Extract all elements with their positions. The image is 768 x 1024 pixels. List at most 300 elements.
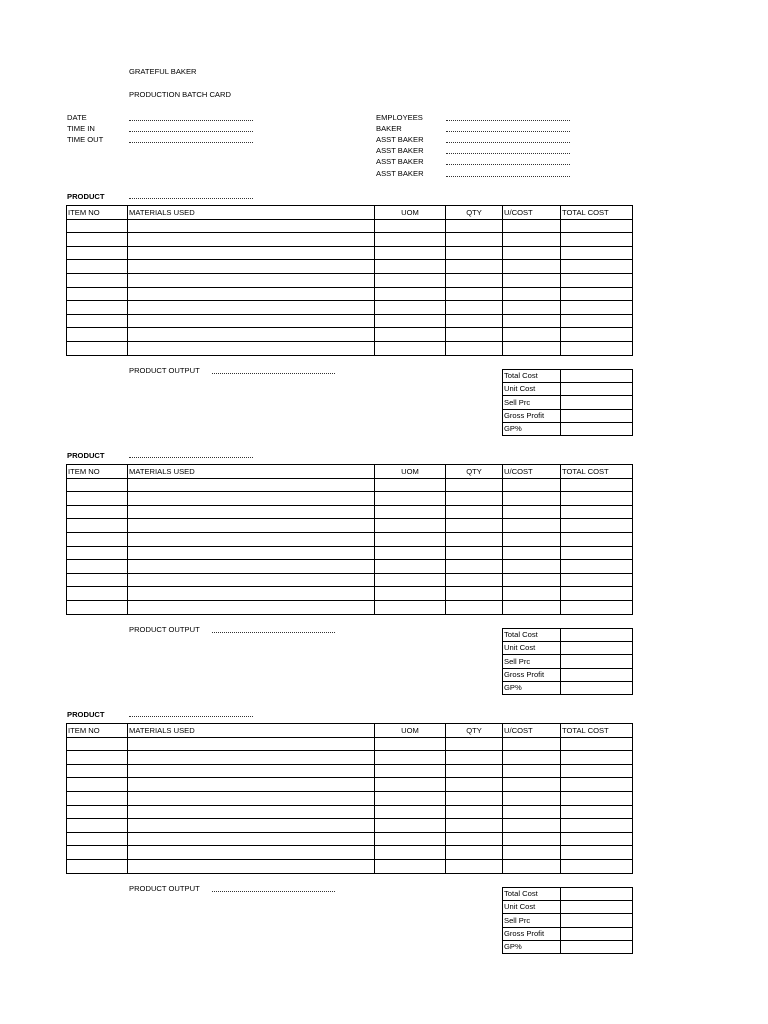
product-section-2	[0, 451, 768, 711]
cell-qty[interactable]	[446, 819, 503, 833]
summary-sell-price-value[interactable]	[561, 655, 633, 668]
column-header-uom: UOM	[375, 206, 446, 220]
cell-total-cost[interactable]	[561, 328, 633, 342]
cell-item-no[interactable]	[67, 573, 128, 587]
summary-total-cost-label: Total Cost	[503, 370, 561, 383]
table-row	[67, 246, 633, 260]
summary-unit-cost-label: Unit Cost	[503, 901, 561, 914]
cell-unit-cost[interactable]	[503, 791, 561, 805]
summary-total-cost-row	[503, 629, 633, 642]
summary-gross-profit-value[interactable]	[561, 668, 633, 681]
cell-item-no[interactable]	[67, 859, 128, 873]
product-label: PRODUCT	[67, 710, 105, 719]
cell-unit-cost[interactable]	[503, 341, 561, 355]
cell-total-cost[interactable]	[561, 846, 633, 860]
asst-baker-label-2: ASST BAKER	[376, 146, 424, 155]
cell-qty[interactable]	[446, 246, 503, 260]
cell-qty[interactable]	[446, 519, 503, 533]
cell-total-cost[interactable]	[561, 341, 633, 355]
cell-materials[interactable]	[128, 764, 375, 778]
cell-unit-cost[interactable]	[503, 505, 561, 519]
cell-materials[interactable]	[128, 492, 375, 506]
cell-qty[interactable]	[446, 805, 503, 819]
column-header-materials: MATERIALS USED	[128, 724, 375, 738]
cell-uom[interactable]	[375, 314, 446, 328]
table-row	[67, 600, 633, 614]
summary-unit-cost-row	[503, 383, 633, 396]
summary-unit-cost-value[interactable]	[561, 642, 633, 655]
cell-item-no[interactable]	[67, 301, 128, 315]
cell-materials[interactable]	[128, 846, 375, 860]
table-row	[67, 492, 633, 506]
summary-unit-cost-label: Unit Cost	[503, 642, 561, 655]
cell-item-no[interactable]	[67, 546, 128, 560]
summary-unit-cost-label: Unit Cost	[503, 383, 561, 396]
asst-baker-label-1: ASST BAKER	[376, 135, 424, 144]
cell-qty[interactable]	[446, 778, 503, 792]
cell-uom[interactable]	[375, 492, 446, 506]
time-in-label: TIME IN	[67, 124, 95, 133]
cell-materials[interactable]	[128, 246, 375, 260]
cell-item-no[interactable]	[67, 846, 128, 860]
cell-unit-cost[interactable]	[503, 587, 561, 601]
cell-qty[interactable]	[446, 560, 503, 574]
cell-materials[interactable]	[128, 219, 375, 233]
cell-item-no[interactable]	[67, 587, 128, 601]
table-row	[67, 519, 633, 533]
summary-gp-percent-row	[503, 940, 633, 953]
cell-qty[interactable]	[446, 505, 503, 519]
asst-baker-field-4[interactable]	[446, 176, 570, 177]
cell-item-no[interactable]	[67, 246, 128, 260]
cell-unit-cost[interactable]	[503, 778, 561, 792]
cell-item-no[interactable]	[67, 532, 128, 546]
cell-materials[interactable]	[128, 341, 375, 355]
product-name-field[interactable]	[129, 198, 253, 199]
cell-qty[interactable]	[446, 573, 503, 587]
cell-unit-cost[interactable]	[503, 573, 561, 587]
cell-materials[interactable]	[128, 859, 375, 873]
cell-item-no[interactable]	[67, 233, 128, 247]
cost-summary-table	[502, 369, 633, 436]
cell-materials[interactable]	[128, 519, 375, 533]
cell-materials[interactable]	[128, 573, 375, 587]
table-row	[67, 587, 633, 601]
cell-total-cost[interactable]	[561, 600, 633, 614]
column-header-total-cost: TOTAL COST	[561, 724, 633, 738]
summary-gp-percent-row	[503, 422, 633, 435]
asst-baker-field-2[interactable]	[446, 153, 570, 154]
cell-materials[interactable]	[128, 478, 375, 492]
cell-uom[interactable]	[375, 560, 446, 574]
table-row	[67, 764, 633, 778]
materials-table	[66, 723, 633, 874]
summary-gross-profit-label: Gross Profit	[503, 668, 561, 681]
table-row	[67, 273, 633, 287]
cell-unit-cost[interactable]	[503, 314, 561, 328]
cell-total-cost[interactable]	[561, 301, 633, 315]
cell-materials[interactable]	[128, 587, 375, 601]
cell-uom[interactable]	[375, 532, 446, 546]
cell-uom[interactable]	[375, 859, 446, 873]
cell-item-no[interactable]	[67, 832, 128, 846]
column-header-unit-cost: U/COST	[503, 206, 561, 220]
product-name-field[interactable]	[129, 457, 253, 458]
cell-item-no[interactable]	[67, 505, 128, 519]
column-header-unit-cost: U/COST	[503, 724, 561, 738]
cell-total-cost[interactable]	[561, 560, 633, 574]
cell-item-no[interactable]	[67, 519, 128, 533]
cell-total-cost[interactable]	[561, 287, 633, 301]
cell-item-no[interactable]	[67, 287, 128, 301]
table-row	[67, 233, 633, 247]
cell-total-cost[interactable]	[561, 805, 633, 819]
product-output-field[interactable]	[212, 373, 335, 374]
table-row	[67, 301, 633, 315]
cost-summary-table	[502, 887, 633, 954]
table-row	[67, 505, 633, 519]
table-row	[67, 805, 633, 819]
summary-sell-price-value[interactable]	[561, 914, 633, 927]
cell-qty[interactable]	[446, 492, 503, 506]
cell-total-cost[interactable]	[561, 505, 633, 519]
cell-materials[interactable]	[128, 832, 375, 846]
cell-item-no[interactable]	[67, 600, 128, 614]
cell-unit-cost[interactable]	[503, 287, 561, 301]
cell-unit-cost[interactable]	[503, 546, 561, 560]
cell-unit-cost[interactable]	[503, 764, 561, 778]
cell-uom[interactable]	[375, 287, 446, 301]
summary-unit-cost-row	[503, 901, 633, 914]
table-row	[67, 859, 633, 873]
cell-unit-cost[interactable]	[503, 478, 561, 492]
product-section-1	[0, 192, 768, 452]
summary-sell-price-label: Sell Prc	[503, 396, 561, 409]
cell-unit-cost[interactable]	[503, 751, 561, 765]
asst-baker-field-1[interactable]	[446, 142, 570, 143]
baker-field[interactable]	[446, 131, 570, 132]
column-header-total-cost: TOTAL COST	[561, 465, 633, 479]
table-row	[67, 791, 633, 805]
cell-qty[interactable]	[446, 341, 503, 355]
summary-total-cost-value[interactable]	[561, 629, 633, 642]
cell-qty[interactable]	[446, 751, 503, 765]
cell-uom[interactable]	[375, 778, 446, 792]
cell-uom[interactable]	[375, 273, 446, 287]
product-name-field[interactable]	[129, 716, 253, 717]
cell-materials[interactable]	[128, 505, 375, 519]
cell-qty[interactable]	[446, 859, 503, 873]
product-output-field[interactable]	[212, 891, 335, 892]
table-row	[67, 846, 633, 860]
column-header-unit-cost: U/COST	[503, 465, 561, 479]
summary-sell-price-label: Sell Prc	[503, 914, 561, 927]
table-row	[67, 532, 633, 546]
summary-unit-cost-row	[503, 642, 633, 655]
cell-unit-cost[interactable]	[503, 560, 561, 574]
cell-materials[interactable]	[128, 287, 375, 301]
cell-item-no[interactable]	[67, 819, 128, 833]
cell-item-no[interactable]	[67, 560, 128, 574]
cell-unit-cost[interactable]	[503, 846, 561, 860]
summary-sell-price-row	[503, 655, 633, 668]
cell-qty[interactable]	[446, 478, 503, 492]
summary-gp-percent-label: GP%	[503, 422, 561, 435]
cell-materials[interactable]	[128, 737, 375, 751]
cell-item-no[interactable]	[67, 805, 128, 819]
cell-uom[interactable]	[375, 301, 446, 315]
cell-qty[interactable]	[446, 791, 503, 805]
cell-qty[interactable]	[446, 600, 503, 614]
cell-materials[interactable]	[128, 260, 375, 274]
column-header-uom: UOM	[375, 724, 446, 738]
cell-materials[interactable]	[128, 546, 375, 560]
cell-total-cost[interactable]	[561, 532, 633, 546]
cell-total-cost[interactable]	[561, 546, 633, 560]
summary-gross-profit-value[interactable]	[561, 409, 633, 422]
cell-materials[interactable]	[128, 791, 375, 805]
summary-gp-percent-value[interactable]	[561, 681, 633, 694]
date-field[interactable]	[129, 120, 253, 121]
company-name: GRATEFUL BAKER	[129, 67, 197, 76]
cell-uom[interactable]	[375, 846, 446, 860]
product-label: PRODUCT	[67, 451, 105, 460]
cell-total-cost[interactable]	[561, 587, 633, 601]
column-header-item-no: ITEM NO	[67, 724, 128, 738]
summary-gp-percent-row	[503, 681, 633, 694]
cell-total-cost[interactable]	[561, 519, 633, 533]
cell-unit-cost[interactable]	[503, 219, 561, 233]
column-header-qty: QTY	[446, 465, 503, 479]
time-out-label: TIME OUT	[67, 135, 104, 144]
cell-total-cost[interactable]	[561, 478, 633, 492]
column-header-total-cost: TOTAL COST	[561, 206, 633, 220]
asst-baker-field-3[interactable]	[446, 164, 570, 165]
asst-baker-label-3: ASST BAKER	[376, 157, 424, 166]
cell-total-cost[interactable]	[561, 492, 633, 506]
summary-gross-profit-label: Gross Profit	[503, 409, 561, 422]
cell-item-no[interactable]	[67, 791, 128, 805]
cell-uom[interactable]	[375, 505, 446, 519]
cell-qty[interactable]	[446, 219, 503, 233]
cell-uom[interactable]	[375, 260, 446, 274]
cell-total-cost[interactable]	[561, 764, 633, 778]
product-output-label: PRODUCT OUTPUT	[129, 625, 200, 634]
cell-qty[interactable]	[446, 846, 503, 860]
cell-uom[interactable]	[375, 573, 446, 587]
cell-uom[interactable]	[375, 832, 446, 846]
cell-materials[interactable]	[128, 328, 375, 342]
cell-unit-cost[interactable]	[503, 859, 561, 873]
cell-item-no[interactable]	[67, 314, 128, 328]
cell-item-no[interactable]	[67, 219, 128, 233]
cell-qty[interactable]	[446, 273, 503, 287]
cell-qty[interactable]	[446, 764, 503, 778]
cell-materials[interactable]	[128, 532, 375, 546]
cell-uom[interactable]	[375, 341, 446, 355]
cell-total-cost[interactable]	[561, 233, 633, 247]
cell-materials[interactable]	[128, 778, 375, 792]
product-output-field[interactable]	[212, 632, 335, 633]
table-row	[67, 314, 633, 328]
cell-total-cost[interactable]	[561, 778, 633, 792]
cell-qty[interactable]	[446, 832, 503, 846]
summary-sell-price-label: Sell Prc	[503, 655, 561, 668]
summary-gross-profit-row	[503, 927, 633, 940]
table-row	[67, 573, 633, 587]
time-in-field[interactable]	[129, 131, 253, 132]
cell-uom[interactable]	[375, 233, 446, 247]
summary-total-cost-row	[503, 888, 633, 901]
cell-materials[interactable]	[128, 233, 375, 247]
cell-item-no[interactable]	[67, 737, 128, 751]
table-row	[67, 260, 633, 274]
materials-table	[66, 205, 633, 356]
table-row	[67, 546, 633, 560]
materials-table	[66, 464, 633, 615]
summary-gross-profit-value[interactable]	[561, 927, 633, 940]
cost-summary-table	[502, 628, 633, 695]
cell-uom[interactable]	[375, 737, 446, 751]
product-output-label: PRODUCT OUTPUT	[129, 366, 200, 375]
summary-sell-price-row	[503, 914, 633, 927]
cell-uom[interactable]	[375, 819, 446, 833]
cell-qty[interactable]	[446, 314, 503, 328]
cell-item-no[interactable]	[67, 478, 128, 492]
cell-unit-cost[interactable]	[503, 600, 561, 614]
summary-total-cost-value[interactable]	[561, 888, 633, 901]
table-row	[67, 560, 633, 574]
summary-gross-profit-label: Gross Profit	[503, 927, 561, 940]
cell-qty[interactable]	[446, 532, 503, 546]
cell-item-no[interactable]	[67, 778, 128, 792]
cell-materials[interactable]	[128, 600, 375, 614]
cell-unit-cost[interactable]	[503, 246, 561, 260]
cell-uom[interactable]	[375, 587, 446, 601]
cell-unit-cost[interactable]	[503, 805, 561, 819]
cell-unit-cost[interactable]	[503, 492, 561, 506]
cell-total-cost[interactable]	[561, 832, 633, 846]
summary-gp-percent-value[interactable]	[561, 422, 633, 435]
cell-uom[interactable]	[375, 219, 446, 233]
table-row	[67, 737, 633, 751]
cell-item-no[interactable]	[67, 751, 128, 765]
cell-total-cost[interactable]	[561, 859, 633, 873]
employees-label: EMPLOYEES	[376, 113, 423, 122]
cell-item-no[interactable]	[67, 260, 128, 274]
cell-unit-cost[interactable]	[503, 737, 561, 751]
cell-total-cost[interactable]	[561, 791, 633, 805]
table-row	[67, 478, 633, 492]
cell-total-cost[interactable]	[561, 273, 633, 287]
table-row	[67, 819, 633, 833]
summary-gp-percent-label: GP%	[503, 940, 561, 953]
cell-uom[interactable]	[375, 764, 446, 778]
cell-qty[interactable]	[446, 546, 503, 560]
cell-materials[interactable]	[128, 301, 375, 315]
cell-uom[interactable]	[375, 478, 446, 492]
cell-unit-cost[interactable]	[503, 519, 561, 533]
cell-uom[interactable]	[375, 600, 446, 614]
summary-unit-cost-value[interactable]	[561, 901, 633, 914]
cell-total-cost[interactable]	[561, 751, 633, 765]
column-header-item-no: ITEM NO	[67, 206, 128, 220]
table-row	[67, 328, 633, 342]
summary-gp-percent-value[interactable]	[561, 940, 633, 953]
cell-unit-cost[interactable]	[503, 328, 561, 342]
cell-materials[interactable]	[128, 314, 375, 328]
cell-qty[interactable]	[446, 301, 503, 315]
column-header-uom: UOM	[375, 465, 446, 479]
cell-unit-cost[interactable]	[503, 819, 561, 833]
cell-qty[interactable]	[446, 233, 503, 247]
cell-uom[interactable]	[375, 805, 446, 819]
cell-uom[interactable]	[375, 751, 446, 765]
summary-gross-profit-row	[503, 668, 633, 681]
table-row	[67, 341, 633, 355]
table-row	[67, 219, 633, 233]
cell-uom[interactable]	[375, 546, 446, 560]
summary-total-cost-label: Total Cost	[503, 629, 561, 642]
time-out-field[interactable]	[129, 142, 253, 143]
cell-total-cost[interactable]	[561, 260, 633, 274]
cell-materials[interactable]	[128, 273, 375, 287]
cell-qty[interactable]	[446, 328, 503, 342]
cell-item-no[interactable]	[67, 492, 128, 506]
cell-uom[interactable]	[375, 246, 446, 260]
cell-unit-cost[interactable]	[503, 832, 561, 846]
cell-total-cost[interactable]	[561, 219, 633, 233]
cell-item-no[interactable]	[67, 273, 128, 287]
cell-unit-cost[interactable]	[503, 273, 561, 287]
table-header-row	[67, 724, 633, 738]
cell-total-cost[interactable]	[561, 737, 633, 751]
column-header-qty: QTY	[446, 206, 503, 220]
cell-materials[interactable]	[128, 560, 375, 574]
cell-total-cost[interactable]	[561, 314, 633, 328]
cell-uom[interactable]	[375, 519, 446, 533]
cell-materials[interactable]	[128, 751, 375, 765]
cell-qty[interactable]	[446, 260, 503, 274]
cell-item-no[interactable]	[67, 341, 128, 355]
summary-gp-percent-label: GP%	[503, 681, 561, 694]
summary-sell-price-value[interactable]	[561, 396, 633, 409]
cell-item-no[interactable]	[67, 764, 128, 778]
cell-qty[interactable]	[446, 287, 503, 301]
cell-qty[interactable]	[446, 587, 503, 601]
product-label: PRODUCT	[67, 192, 105, 201]
cell-item-no[interactable]	[67, 328, 128, 342]
cell-total-cost[interactable]	[561, 573, 633, 587]
cell-unit-cost[interactable]	[503, 233, 561, 247]
cell-total-cost[interactable]	[561, 819, 633, 833]
cell-unit-cost[interactable]	[503, 260, 561, 274]
table-header-row	[67, 465, 633, 479]
cell-materials[interactable]	[128, 819, 375, 833]
document-title: PRODUCTION BATCH CARD	[129, 90, 231, 99]
cell-unit-cost[interactable]	[503, 532, 561, 546]
cell-qty[interactable]	[446, 737, 503, 751]
summary-sell-price-row	[503, 396, 633, 409]
summary-total-cost-value[interactable]	[561, 370, 633, 383]
employees-field[interactable]	[446, 120, 570, 121]
cell-total-cost[interactable]	[561, 246, 633, 260]
summary-unit-cost-value[interactable]	[561, 383, 633, 396]
cell-uom[interactable]	[375, 791, 446, 805]
cell-unit-cost[interactable]	[503, 301, 561, 315]
cell-uom[interactable]	[375, 328, 446, 342]
cell-materials[interactable]	[128, 805, 375, 819]
